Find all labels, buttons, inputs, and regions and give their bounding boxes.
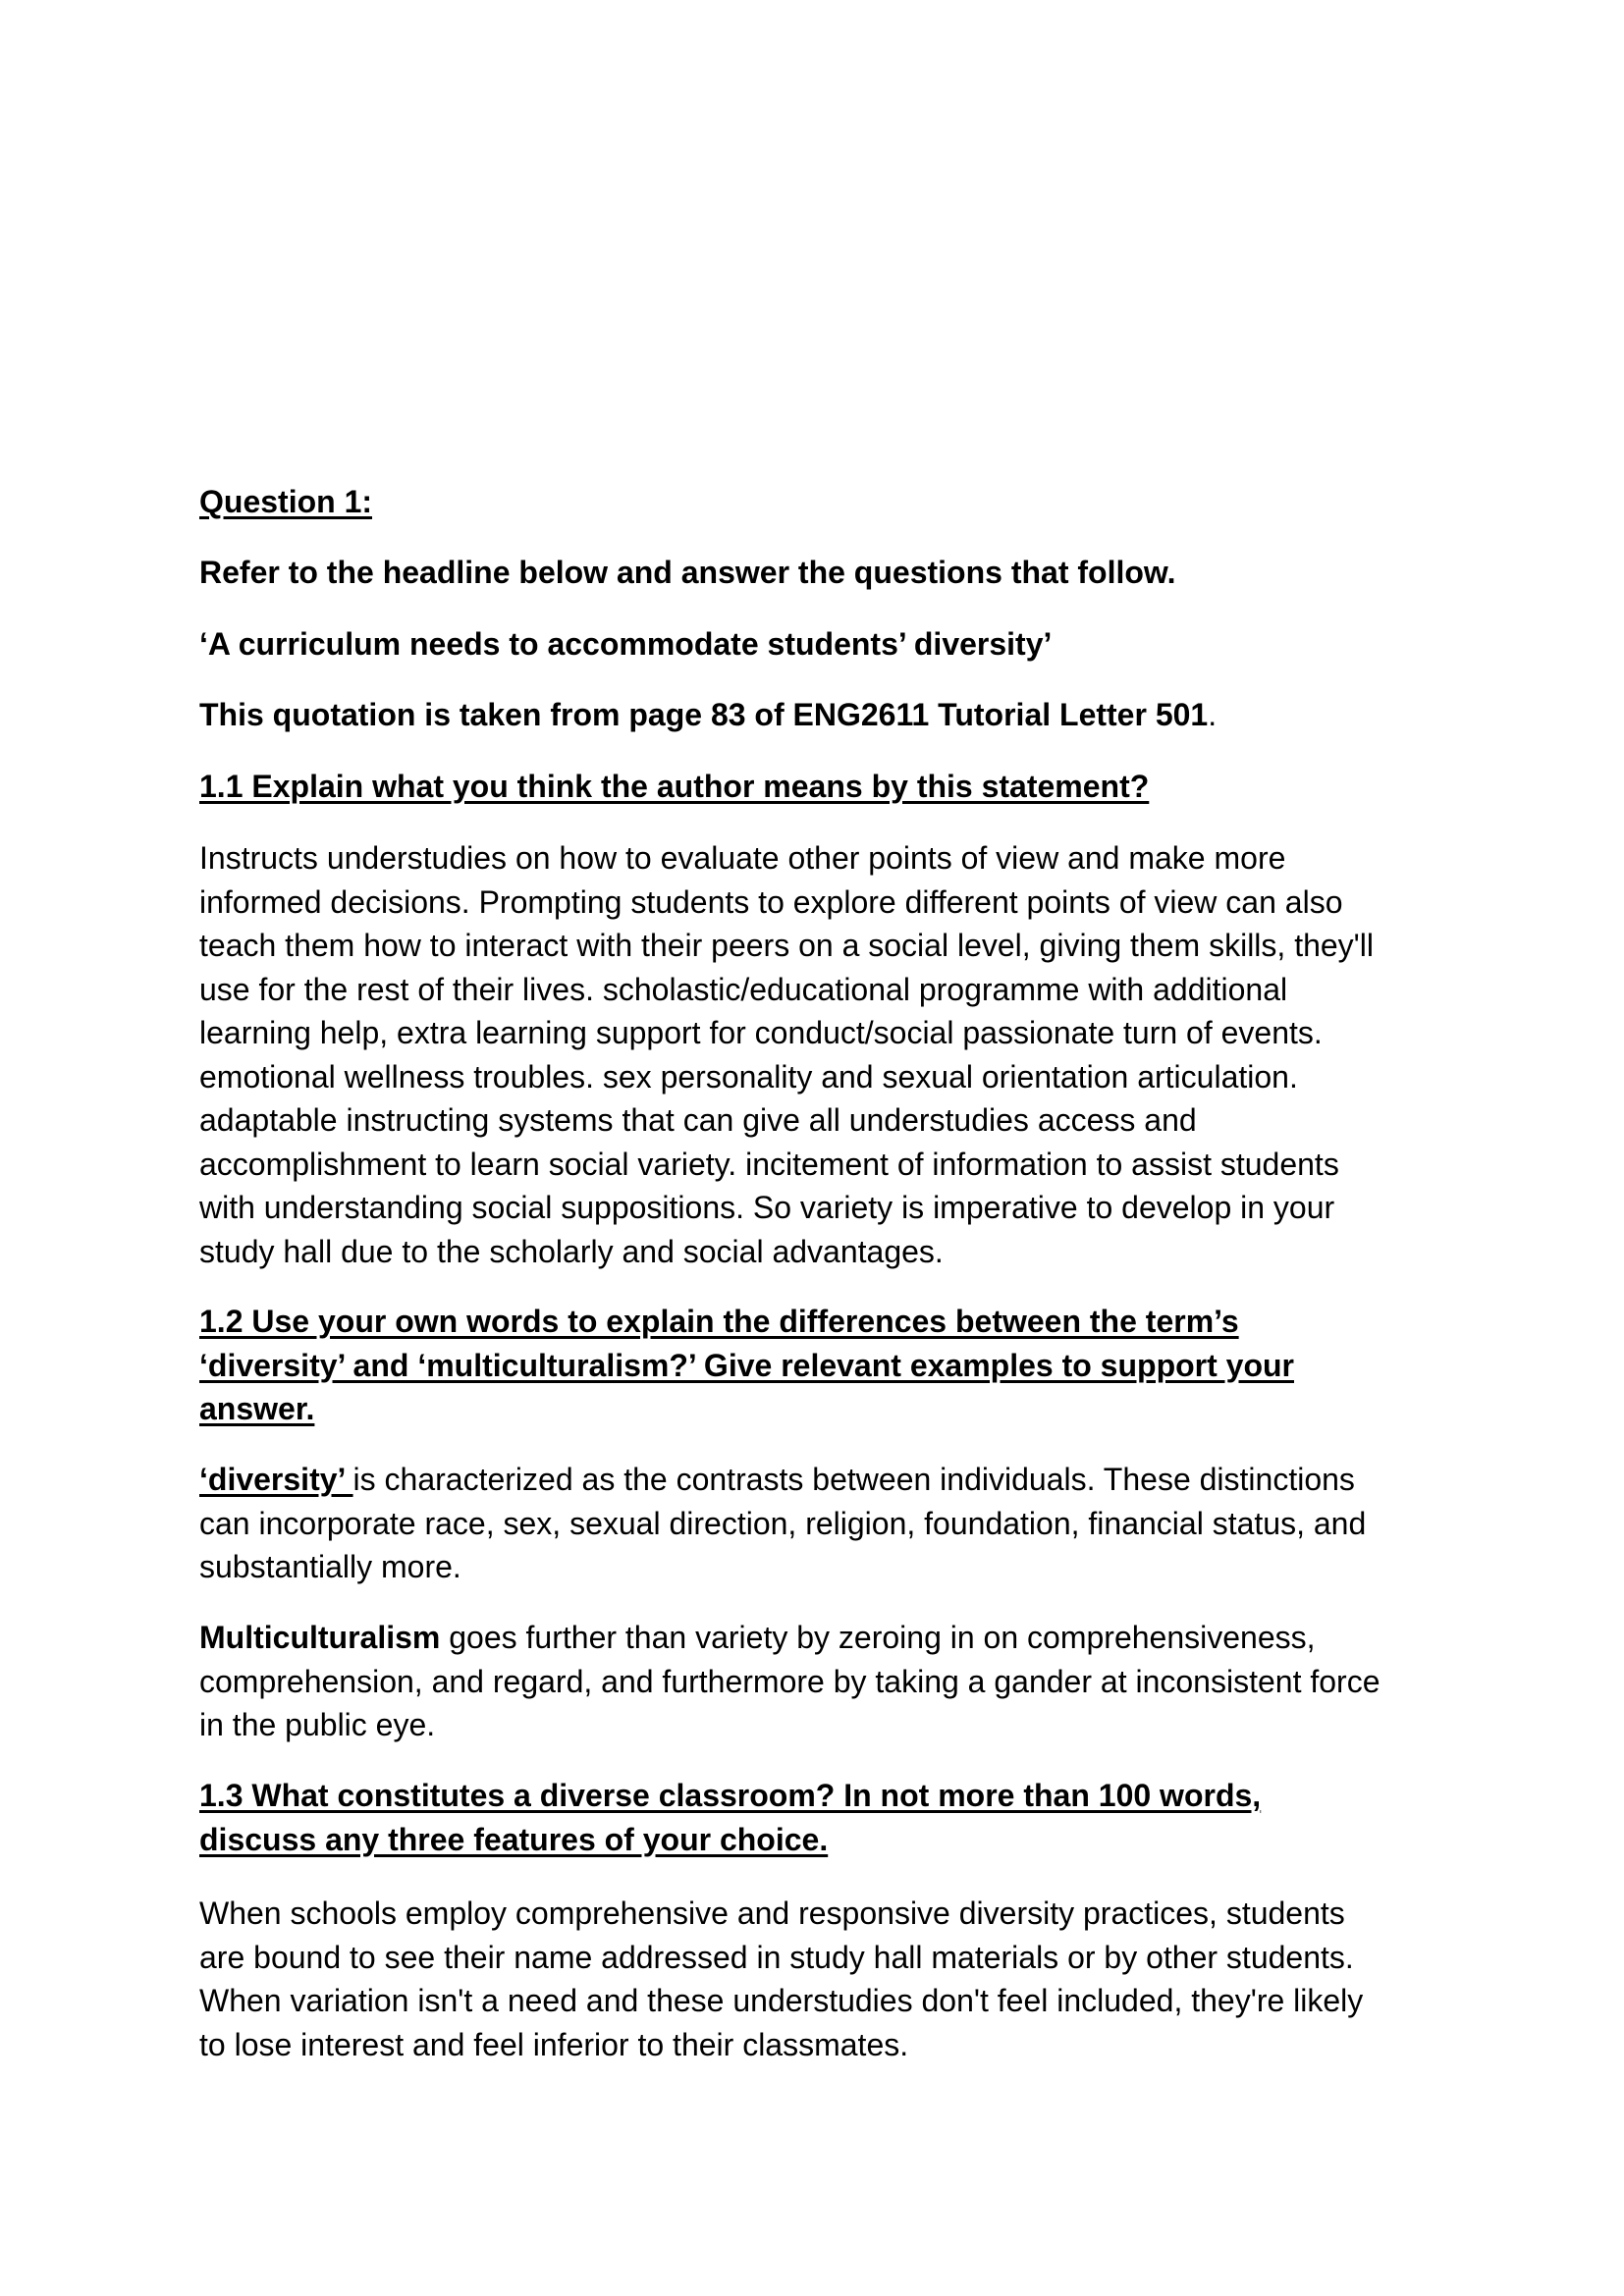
source-text: This quotation is taken from page 83 of ENG2611 Tutorial Letter 501 <box>199 697 1209 732</box>
paragraph-line: comprehension, and regard, and furthermore by taking a gander at inconsistent force <box>199 1663 1380 1699</box>
line <box>199 1300 1466 1344</box>
diversity-term: ‘diversity’ <box>199 1462 353 1497</box>
source-note <box>199 693 1466 737</box>
paragraph-line: is characterized as the contrasts between individuals. These distinctions <box>352 1462 1355 1497</box>
line <box>199 1344 1466 1388</box>
question-title-text: Question 1: <box>199 484 373 519</box>
q1-1-answer <box>199 836 1466 1273</box>
q1-1-heading <box>199 765 1466 809</box>
instruction: Refer to the headline below and answer the questions that follow. <box>199 555 1176 590</box>
paragraph-line: emotional wellness troubles. sex personality and sexual orientation articulation. <box>199 1058 1298 1095</box>
q1-3-answer <box>199 1892 1466 2066</box>
line <box>199 924 1466 968</box>
line <box>199 1143 1466 1187</box>
quotation: ‘A curriculum needs to accommodate students’ diversity’ <box>199 626 1053 662</box>
paragraph-line: teach them how to interact with their peers on a social level, giving them skills, they'll <box>199 928 1374 963</box>
line <box>199 1892 1466 1936</box>
diversity-definition <box>199 1458 1466 1589</box>
line <box>199 968 1466 1012</box>
paragraph-line: use for the rest of their lives. scholastic/educational programme with additional <box>199 971 1288 1007</box>
line <box>199 1186 1466 1230</box>
paragraph-line: can incorporate race, sex, sexual direction, religion, foundation, financial status, and <box>199 1505 1367 1541</box>
line <box>199 1818 1466 1862</box>
paragraph-line: goes further than variety by zeroing in on comprehensiveness, <box>440 1620 1316 1655</box>
line <box>199 1936 1466 1980</box>
line <box>199 1979 1466 2023</box>
source-period: . <box>1208 697 1218 732</box>
heading-line: ‘diversity’ and ‘multiculturalism?’ Give relevant examples to support your <box>199 1347 1294 1383</box>
heading-line: 1.2 Use your own words to explain the differences between the term’s <box>199 1304 1239 1339</box>
line <box>199 1774 1466 1818</box>
paragraph-line: learning help, extra learning support for conduct/social passionate turn of events. <box>199 1015 1323 1050</box>
heading-line: 1.3 What constitutes a diverse classroom? In not more than 100 words, <box>199 1778 1262 1813</box>
paragraph-line: adaptable instructing systems that can give all understudies access and <box>199 1102 1197 1138</box>
q1-1-heading-text: 1.1 Explain what you think the author means by this statement? <box>199 769 1150 804</box>
paragraph-line: are bound to see their name addressed in study hall materials or by other students. <box>199 1939 1354 1975</box>
line <box>199 881 1466 925</box>
paragraph-line: When variation isn't a need and these understudies don't feel included, they're likely <box>199 1983 1364 2018</box>
paragraph-line: Instructs understudies on how to evaluate other points of view and make more <box>199 840 1286 876</box>
line <box>199 1230 1466 1274</box>
line <box>199 1387 1466 1431</box>
paragraph-line: in the public eye. <box>199 1707 436 1742</box>
multiculturalism-definition <box>199 1616 1466 1747</box>
heading-line: answer. <box>199 1391 315 1426</box>
heading-line: discuss any three features of your choice. <box>199 1821 829 1857</box>
multiculturalism-term: Multiculturalism <box>199 1620 441 1655</box>
line <box>199 1011 1466 1055</box>
paragraph-line: substantially more. <box>199 1549 461 1584</box>
line <box>199 2023 1466 2067</box>
paragraph-line: When schools employ comprehensive and responsive diversity practices, students <box>199 1896 1345 1931</box>
question-title <box>199 480 1466 524</box>
paragraph-line: to lose interest and feel inferior to their classmates. <box>199 2026 909 2062</box>
paragraph-line: accomplishment to learn social variety. incitement of information to assist students <box>199 1146 1339 1182</box>
q1-3-heading <box>199 1774 1466 1861</box>
line <box>199 836 1466 881</box>
q1-2-heading <box>199 1300 1466 1431</box>
line <box>199 1055 1466 1099</box>
paragraph-line: informed decisions. Prompting students to explore different points of view can also <box>199 883 1343 920</box>
paragraph-line: study hall due to the scholarly and social advantages. <box>199 1233 944 1269</box>
paragraph-line: with understanding social suppositions. So variety is imperative to develop in your <box>199 1190 1335 1225</box>
line <box>199 1098 1466 1143</box>
